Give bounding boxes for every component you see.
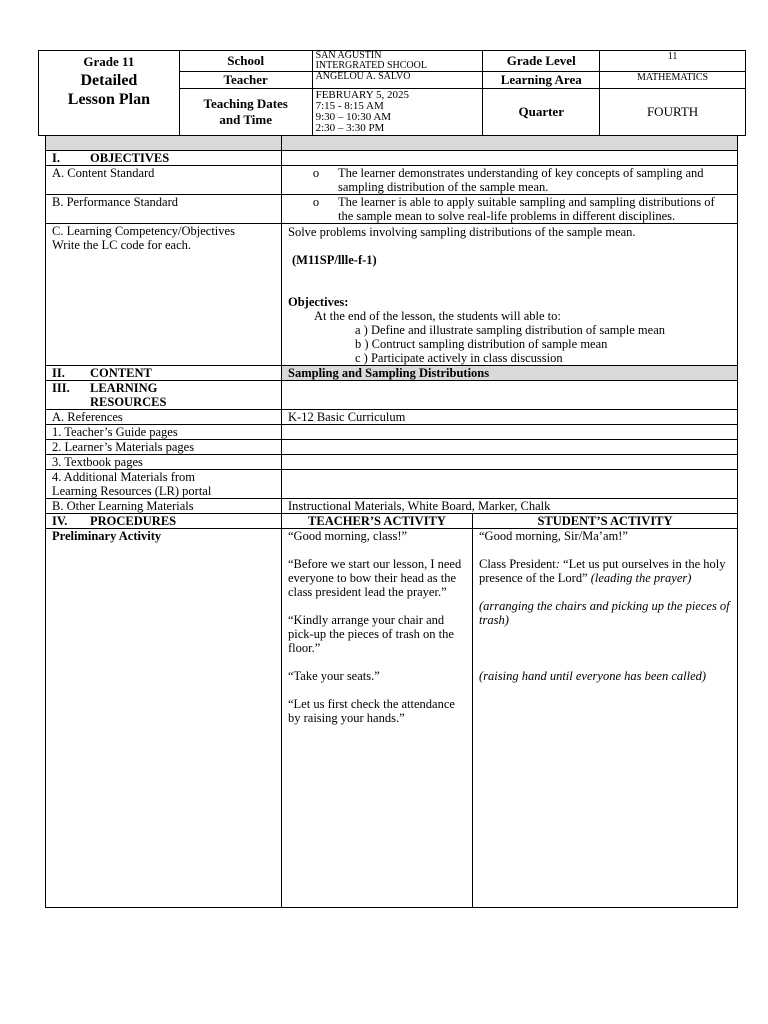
- teacher-activity-cell: [282, 529, 473, 908]
- prayer-quote: “Let us put ourselves in the holy presence of the Lord”: [479, 557, 726, 585]
- teaching-time-1: 7:15 - 8:15 AM: [315, 100, 384, 112]
- resources-heading: [46, 381, 282, 410]
- objectives-subheading: Objectives:: [288, 295, 349, 309]
- section-number: III.: [52, 381, 70, 395]
- learners-materials-row: [46, 440, 738, 455]
- procedures-heading: [46, 514, 282, 529]
- bullet-icon: o: [312, 195, 320, 209]
- grade-level-label: Grade Level: [483, 51, 600, 72]
- school-value-line-1: SAN AGUSTIN: [315, 50, 382, 61]
- quarter-label: Quarter: [483, 89, 600, 136]
- other-materials-row: [46, 499, 738, 514]
- teacher-line-arrange: “Kindly arrange your chair and pick-up the pieces of trash on the floor.”: [288, 613, 454, 655]
- header-table: [38, 50, 746, 136]
- teaching-dates-label: [179, 89, 312, 136]
- grade-level-value: 11: [600, 51, 746, 72]
- competency-text: Solve problems involving sampling distributions of the sample mean.: [288, 225, 636, 239]
- grade-title: Grade 11: [83, 54, 135, 69]
- teaching-time-3: 2:30 – 3:30 PM: [315, 122, 385, 134]
- resources-heading-row: [46, 381, 738, 410]
- content-standard-label: A. Content Standard: [46, 166, 282, 195]
- references-row: [46, 410, 738, 425]
- teacher-line-prayer: “Before we start our lesson, I need everyone to bow their head as the class president lead the prayer.”: [288, 557, 462, 599]
- title-line-2: Lesson Plan: [67, 91, 151, 108]
- teachers-guide-label: 1. Teacher’s Guide pages: [46, 425, 282, 440]
- textbook-row: [46, 455, 738, 470]
- title-line-1: Detailed: [80, 72, 138, 89]
- section-title-line-1: LEARNING: [90, 381, 158, 395]
- preliminary-activity-row: [46, 529, 738, 908]
- teacher-label: Teacher: [179, 72, 312, 89]
- additional-label-line-2: Learning Resources (LR) portal: [52, 484, 212, 498]
- textbook-label: 3. Textbook pages: [46, 455, 282, 470]
- other-materials-value: Instructional Materials, White Board, Marker, Chalk: [282, 499, 738, 514]
- learning-area-value: MATHEMATICS: [600, 72, 746, 89]
- competency-label-line-2: Write the LC code for each.: [52, 238, 192, 252]
- speaker-label: Class President: [479, 557, 556, 571]
- preliminary-activity-label: Preliminary Activity: [46, 529, 282, 908]
- lc-code: (M11SP/llle-f-1): [292, 253, 377, 267]
- competency-label-line-1: C. Learning Competency/Objectives: [52, 224, 235, 238]
- additional-label-line-1: 4. Additional Materials from: [52, 470, 196, 484]
- section-number: IV.: [52, 514, 68, 528]
- lesson-plan-table: [45, 135, 738, 908]
- additional-materials-label: [46, 470, 282, 499]
- student-activity-heading: STUDENT’S ACTIVITY: [473, 514, 738, 529]
- learning-area-label: Learning Area: [483, 72, 600, 89]
- teacher-line-greeting: “Good morning, class!”: [288, 529, 408, 543]
- student-activity-cell: [473, 529, 738, 908]
- teaching-dates-label-line-2: and Time: [219, 112, 272, 127]
- speaker-colon: :: [555, 557, 560, 571]
- competency-row: [46, 224, 738, 366]
- additional-materials-row: [46, 470, 738, 499]
- content-heading: [46, 366, 282, 381]
- objectives-intro: At the end of the lesson, the students will able to:: [314, 309, 561, 323]
- learners-materials-label: 2. Learner’s Materials pages: [46, 440, 282, 455]
- section-number: II.: [52, 366, 65, 380]
- teaching-dates-value: [312, 89, 483, 136]
- school-label: School: [179, 51, 312, 72]
- objectives-heading-row: [46, 151, 738, 166]
- student-line-prayer: [479, 557, 731, 585]
- objective-b: b ) Contruct sampling distribution of sample mean: [355, 337, 608, 351]
- school-value-line-2: INTERGRATED SHCOOL: [315, 60, 427, 71]
- student-line-greeting: “Good morning, Sir/Ma’am!”: [479, 529, 628, 543]
- objective-c: c ) Participate actively in class discussion: [355, 351, 563, 365]
- competency-label: [46, 224, 282, 366]
- prayer-note: (leading the prayer): [590, 571, 692, 585]
- performance-standard-value: [282, 195, 738, 224]
- section-number: I.: [52, 151, 60, 165]
- student-line-arrange: (arranging the chairs and picking up the pieces of trash): [479, 599, 730, 627]
- bullet-icon: o: [312, 166, 320, 180]
- references-value: K-12 Basic Curriculum: [282, 410, 738, 425]
- procedures-heading-row: [46, 514, 738, 529]
- content-value: Sampling and Sampling Distributions: [282, 366, 738, 381]
- competency-value: [282, 224, 738, 366]
- teaching-dates-label-line-1: Teaching Dates: [203, 96, 288, 111]
- teacher-line-attendance: “Let us first check the attendance by raising your hands.”: [288, 697, 455, 725]
- content-standard-text: The learner demonstrates understanding of key concepts of sampling and sampling distribution of the sample mean.: [338, 166, 704, 194]
- teaching-date: FEBRUARY 5, 2025: [315, 89, 409, 101]
- performance-standard-row: [46, 195, 738, 224]
- content-standard-row: [46, 166, 738, 195]
- teachers-guide-row: [46, 425, 738, 440]
- section-title: PROCEDURES: [90, 514, 177, 528]
- objective-a: a ) Define and illustrate sampling distribution of sample mean: [355, 323, 665, 337]
- references-label: A. References: [46, 410, 282, 425]
- teaching-time-2: 9:30 – 10:30 AM: [315, 111, 392, 123]
- school-value: [312, 51, 483, 72]
- performance-standard-label: B. Performance Standard: [46, 195, 282, 224]
- section-title: CONTENT: [90, 366, 152, 380]
- gray-separator-row: [46, 136, 738, 151]
- quarter-value: FOURTH: [600, 89, 746, 136]
- performance-standard-text: The learner is able to apply suitable sampling and sampling distributions of the sample mean to solve real-life problems in different disciplines.: [338, 195, 715, 223]
- other-materials-label: B. Other Learning Materials: [46, 499, 282, 514]
- section-title-line-2: RESOURCES: [90, 395, 167, 409]
- student-line-attendance: (raising hand until everyone has been called): [479, 669, 707, 683]
- document-title-cell: [39, 51, 180, 136]
- content-standard-value: [282, 166, 738, 195]
- section-title: OBJECTIVES: [90, 151, 170, 165]
- objectives-heading: [46, 151, 282, 166]
- teacher-line-seats: “Take your seats.”: [288, 669, 380, 683]
- teacher-activity-heading: TEACHER’S ACTIVITY: [282, 514, 473, 529]
- teacher-value: ANGELOU A. SALVO: [312, 72, 483, 89]
- content-row: [46, 366, 738, 381]
